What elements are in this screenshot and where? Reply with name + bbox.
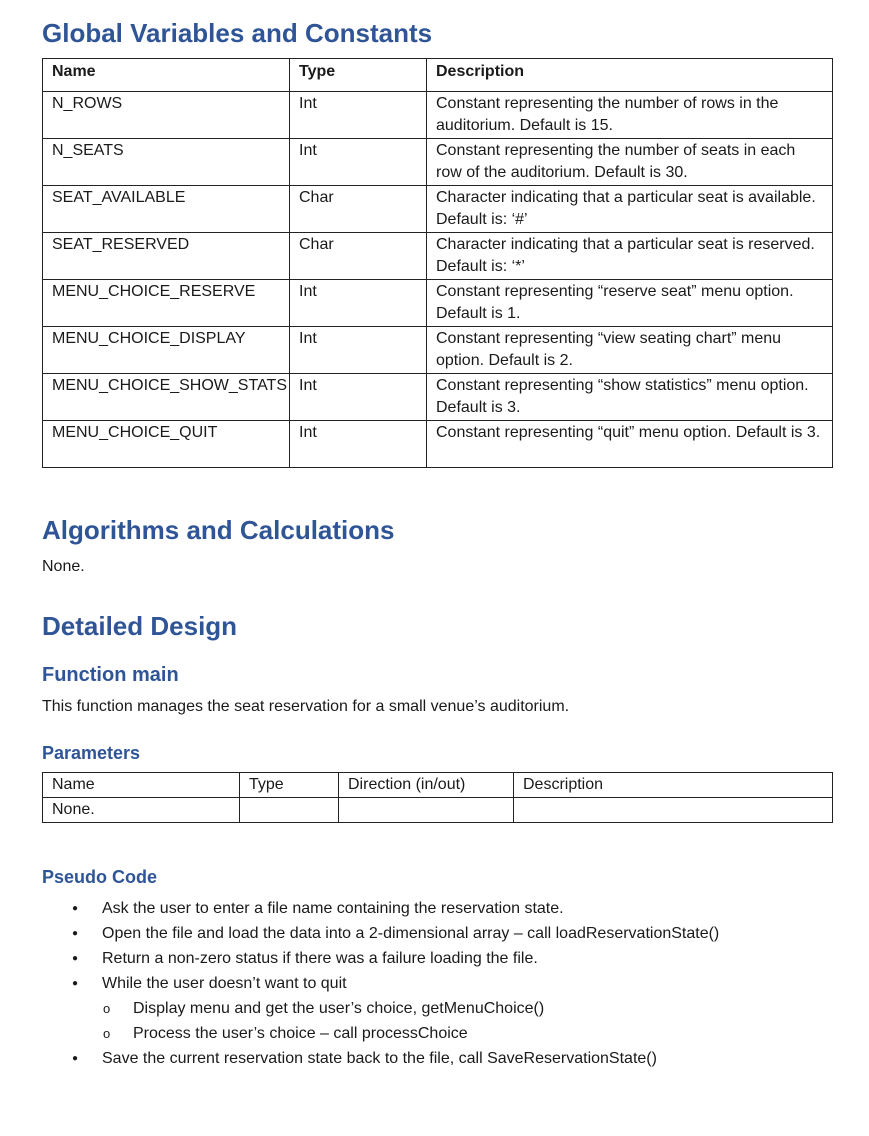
cell-description: Character indicating that a particular seat is available. Default is: ‘#’: [427, 186, 833, 233]
cell-description: Constant representing “show statistics” menu option. Default is 3.: [427, 374, 833, 421]
param-cell-name: None.: [43, 798, 240, 823]
cell-type: Int: [290, 139, 427, 186]
list-item: ● Open the file and load the data into a 2-dimensional array – call loadReservationState(): [42, 921, 832, 946]
table-header-row: [43, 773, 833, 798]
list-item: ● Ask the user to enter a file name containing the reservation state.: [42, 896, 832, 921]
cell-name: MENU_CHOICE_QUIT: [43, 421, 290, 468]
detailed-design-heading: Detailed Design: [42, 611, 238, 641]
cell-name: MENU_CHOICE_DISPLAY: [43, 327, 290, 374]
function-description: This function manages the seat reservation for a small venue’s auditorium.: [42, 698, 570, 715]
param-cell-description: [514, 798, 833, 823]
table-row: [43, 374, 833, 421]
cell-name: N_ROWS: [43, 92, 290, 139]
cell-description: Constant representing the number of seats in each row of the auditorium. Default is 30.: [427, 139, 833, 186]
cell-description: Constant representing “quit” menu option. Default is 3.: [427, 421, 833, 468]
table-row: [43, 139, 833, 186]
cell-type: Char: [290, 186, 427, 233]
list-item: ● Return a non-zero status if there was a failure loading the file.: [42, 946, 832, 971]
cell-type: Char: [290, 233, 427, 280]
cell-description: Constant representing “reserve seat” menu option. Default is 1.: [427, 280, 833, 327]
parameters-heading: Parameters: [42, 743, 141, 763]
global-variables-heading: Global Variables and Constants: [42, 18, 433, 48]
table-header-row: [43, 59, 833, 92]
sub-list-item: o Process the user’s choice – call processChoice: [72, 1021, 832, 1046]
algorithms-body: None.: [42, 558, 85, 575]
cell-description: Constant representing “view seating chart” menu option. Default is 2.: [427, 327, 833, 374]
param-header-type: Type: [240, 773, 339, 798]
cell-name: N_SEATS: [43, 139, 290, 186]
function-main-heading: Function main: [42, 664, 179, 686]
cell-type: Int: [290, 327, 427, 374]
cell-description: Character indicating that a particular seat is reserved. Default is: ‘*’: [427, 233, 833, 280]
cell-name: SEAT_AVAILABLE: [43, 186, 290, 233]
cell-name: SEAT_RESERVED: [43, 233, 290, 280]
param-header-direction: Direction (in/out): [339, 773, 514, 798]
header-name: Name: [43, 59, 290, 92]
cell-type: Int: [290, 374, 427, 421]
sub-list-item: o Display menu and get the user’s choice, getMenuChoice(): [72, 996, 832, 1021]
param-cell-type: [240, 798, 339, 823]
cell-name: MENU_CHOICE_SHOW_STATS: [43, 374, 290, 421]
table-row: [43, 327, 833, 374]
cell-description: Constant representing the number of rows in the auditorium. Default is 15.: [427, 92, 833, 139]
param-header-name: Name: [43, 773, 240, 798]
param-cell-direction: [339, 798, 514, 823]
param-header-description: Description: [514, 773, 833, 798]
list-item: ● Save the current reservation state back to the file, call SaveReservationState(): [42, 1046, 832, 1071]
table-row: [43, 186, 833, 233]
list-item: ● While the user doesn’t want to quit: [42, 971, 832, 996]
table-row: [43, 421, 833, 468]
cell-type: Int: [290, 280, 427, 327]
pseudo-code-heading: Pseudo Code: [42, 867, 158, 887]
algorithms-heading: Algorithms and Calculations: [42, 515, 395, 545]
header-description: Description: [427, 59, 833, 92]
parameters-table: [42, 772, 833, 823]
cell-type: Int: [290, 92, 427, 139]
header-type: Type: [290, 59, 427, 92]
cell-type: Int: [290, 421, 427, 468]
cell-name: MENU_CHOICE_RESERVE: [43, 280, 290, 327]
table-row: [43, 798, 833, 823]
table-row: [43, 233, 833, 280]
table-row: [43, 92, 833, 139]
table-row: [43, 280, 833, 327]
global-variables-table: [42, 58, 833, 468]
pseudo-code-list: [42, 896, 832, 1071]
